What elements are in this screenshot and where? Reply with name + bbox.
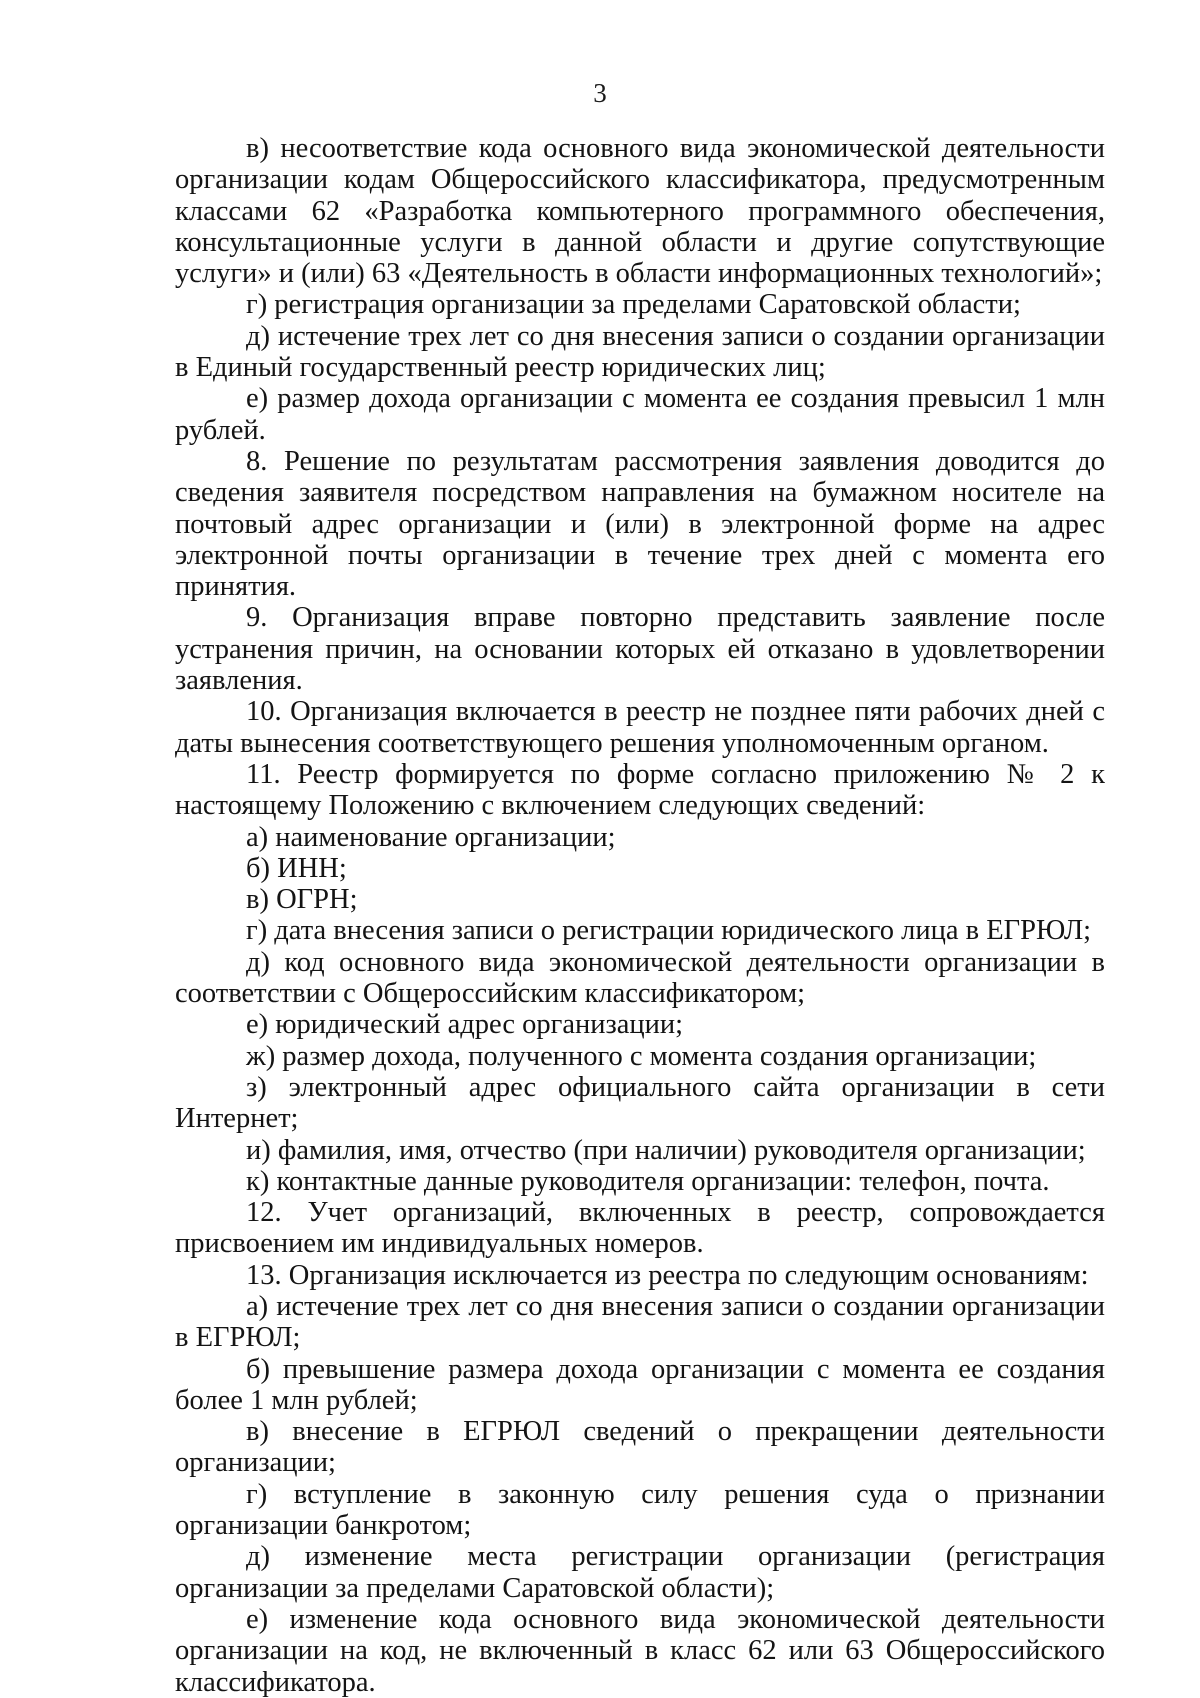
list-item: д) код основного вида экономической деятельности организации в соответствии с Общероссийским классификатором; bbox=[175, 946, 1105, 1010]
list-item: а) истечение трех лет со дня внесения записи о создании организации в ЕГРЮЛ; bbox=[175, 1290, 1105, 1354]
list-item: б) превышение размера дохода организации с момента ее создания более 1 млн рублей; bbox=[175, 1353, 1105, 1416]
paragraph: г) регистрация организации за пределами Саратовской области; bbox=[246, 289, 1021, 321]
list-item: а) наименование организации; bbox=[246, 821, 616, 853]
paragraph: 9. Организация вправе повторно представить заявление после устранения причин, на основании которых ей отказано в удовлетворении заявления. bbox=[175, 602, 1105, 697]
page-number: 3 bbox=[593, 78, 607, 108]
paragraph: 8. Решение по результатам рассмотрения заявления доводится до сведения заявителя посредством направления на бумажном носителе на почтовый адрес организации и (или) в электронной форме на адрес электронной почты организации в течение трех дней с момента его принятия. bbox=[175, 445, 1105, 603]
paragraph: в) несоответствие кода основного вида экономической деятельности организации кодам Общероссийского классификатора, предусмотренным классами 62 «Разработка компьютерного программного обеспечения, консультационные услуги в данной области и другие сопутствующие услуги» и (или) 63 «Деятельность в области информационных технологий»; bbox=[175, 133, 1105, 290]
list-item: д) изменение места регистрации организации (регистрация организации за пределами Саратовской области); bbox=[175, 1541, 1105, 1604]
paragraph: 10. Организация включается в реестр не позднее пяти рабочих дней с даты вынесения соответствующего решения уполномоченным органом. bbox=[175, 696, 1105, 759]
document-body bbox=[175, 133, 1105, 1698]
list-item: в) внесение в ЕГРЮЛ сведений о прекращении деятельности организации; bbox=[175, 1416, 1105, 1479]
paragraph: 12. Учет организаций, включенных в реестр, сопровождается присвоением им индивидуальных номеров. bbox=[175, 1197, 1105, 1260]
list-item: ж) размер дохода, полученного с момента создания организации; bbox=[246, 1040, 1037, 1072]
list-item: е) изменение кода основного вида экономической деятельности организации на код, не включенный в класс 62 или 63 Общероссийского классификатора. bbox=[175, 1603, 1105, 1698]
list-item: к) контактные данные руководителя организации: телефон, почта. bbox=[246, 1165, 1050, 1197]
paragraph: 11. Реестр формируется по форме согласно приложению № 2 к настоящему Положению с включением следующих сведений: bbox=[175, 758, 1105, 822]
paragraph: е) размер дохода организации с момента ее создания превысил 1 млн рублей. bbox=[175, 383, 1105, 446]
list-item: е) юридический адрес организации; bbox=[246, 1009, 684, 1041]
paragraph: д) истечение трех лет со дня внесения записи о создании организации в Единый государственный реестр юридических лиц; bbox=[175, 320, 1105, 384]
list-item: г) вступление в законную силу решения суда о признании организации банкротом; bbox=[175, 1478, 1105, 1542]
list-item: з) электронный адрес официального сайта организации в сети Интернет; bbox=[175, 1071, 1105, 1135]
list-item: б) ИНН; bbox=[246, 852, 347, 884]
list-item: в) ОГРН; bbox=[246, 884, 358, 916]
paragraph: 13. Организация исключается из реестра по следующим основаниям: bbox=[246, 1259, 1089, 1291]
list-item: и) фамилия, имя, отчество (при наличии) руководителя организации; bbox=[246, 1134, 1086, 1166]
list-item: г) дата внесения записи о регистрации юридического лица в ЕГРЮЛ; bbox=[246, 915, 1092, 947]
